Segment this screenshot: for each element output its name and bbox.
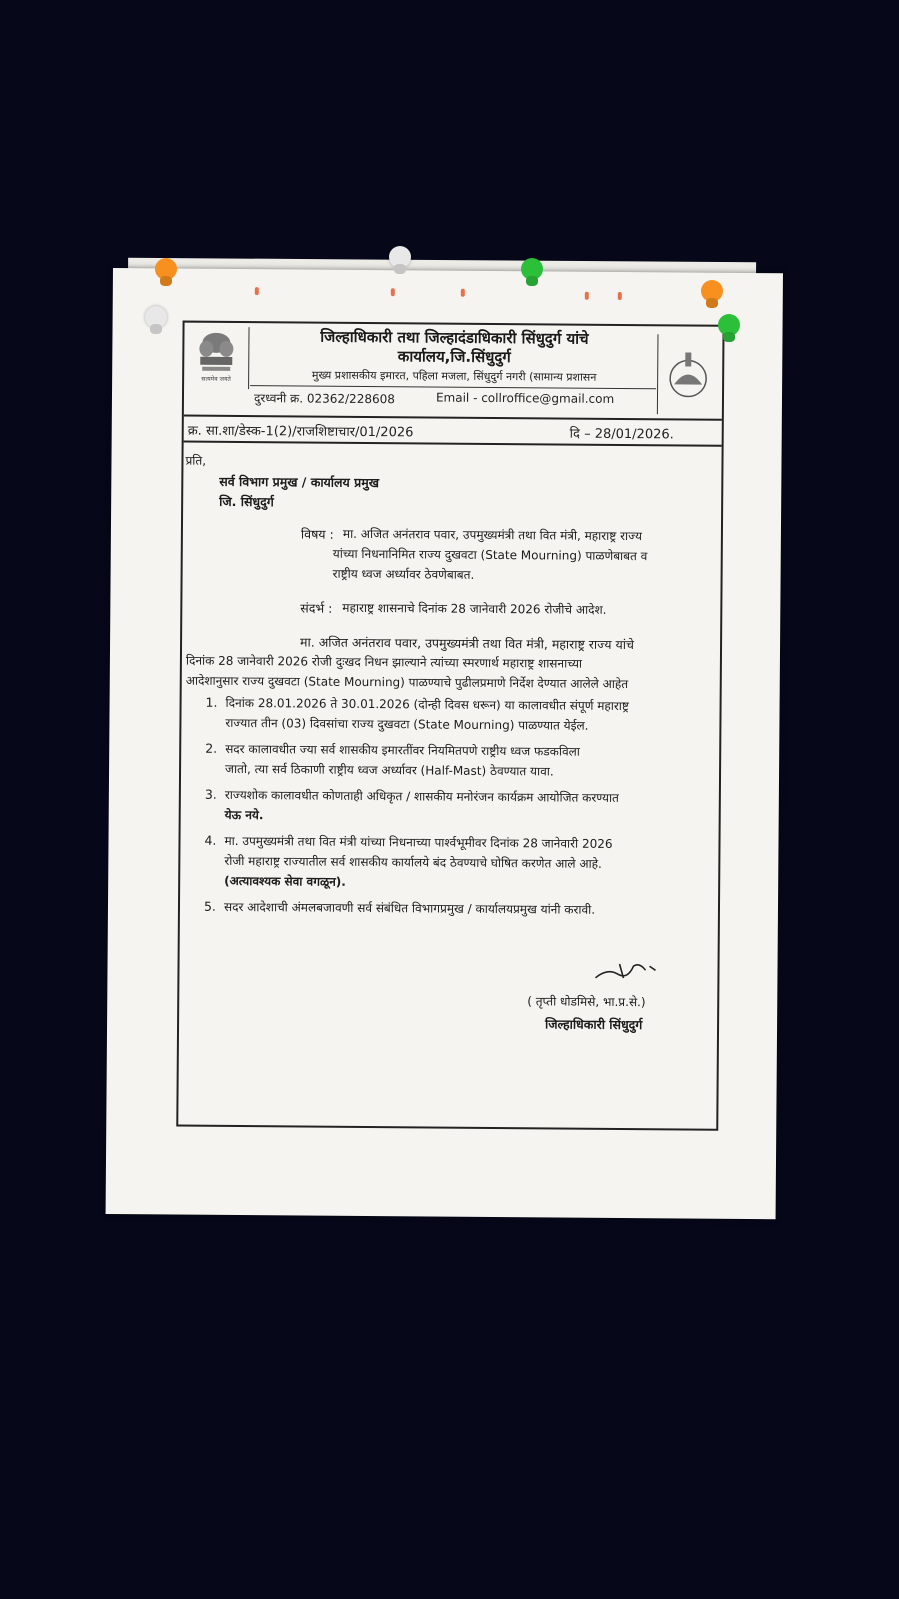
push-pin-icon [521,258,543,280]
point-number: 2. [205,740,218,756]
notice-paper [106,268,783,1219]
phone-number: दुरध्वनी क्र. 02362/228608 [253,391,395,407]
paper-mark [585,292,589,300]
sandarbh-label: संदर्भ : [300,600,333,616]
paper-mark [255,287,259,295]
paper-mark [618,292,622,300]
office-title [254,327,654,368]
subject-line1: मा. अजित अनंतराव पवार, उपमुख्यमंत्री तथा वित मंत्री, महाराष्ट्र राज्य [342,526,643,544]
letterhead [184,323,723,421]
reference-row [184,417,722,447]
point-4-line2: रोजी महाराष्ट्र राज्यातील सर्व शासकीय कार्यालये बंद ठेवण्याचे घोषित करणेत आले आहे. [224,853,602,871]
letter-frame [176,321,724,1131]
intro-line1: मा. अजित अनंतराव पवार, उपमुख्यमंत्री तथा वित मंत्री, महाराष्ट्र राज्य यांचे [300,634,635,653]
subject-line3: राष्ट्रीय ध्वज अर्ध्यावर ठेवणेबाबत. [332,566,475,582]
intro-line2: दिनांक 28 जानेवारी 2026 रोजी दुःखद निधन झाल्याने त्यांच्या स्मरणार्थ महाराष्ट्र शासनाच्या [185,653,583,671]
sandarbh-text: महाराष्ट्र शासनाचे दिनांक 28 जानेवारी 2026 रोजीचे आदेश. [342,600,607,617]
point-2-line1: सदर कालावधीत ज्या सर्व शासकीय इमारतींवर नियमितपणे राष्ट्रीय ध्वज फडकविला [225,741,581,759]
point-4-line3: (अत्यावश्यक सेवा वगळून). [224,873,346,889]
subject-line2: यांच्या निधनानिमित राज्य दुखवटा (State Mourning) पाळणेबाबत व [332,546,648,564]
point-number: 3. [204,786,217,802]
reference-number: क्र. सा.शा/डेस्क-1(2)/राजशिष्टाचार/01/2026 [187,423,414,441]
state-emblem-icon [188,327,249,389]
point-3-line2: येऊ नये. [224,807,264,823]
point-1-line1: दिनांक 28.01.2026 ते 30.01.2026 (दोन्ही दिवस धरून) या कालावधीत संपूर्ण महाराष्ट्र [225,695,629,714]
push-pin-icon [718,314,740,336]
subject-label: विषय : [300,526,334,542]
office-title-line1: जिल्हाधिकारी तथा जिल्हादंडाधिकारी सिंधुदुर्ग यांचे [320,327,589,348]
point-2-line2: जातो, त्या सर्व ठिकाणी राष्ट्रीय ध्वज अर्ध्यावर (Half-Mast) ठेवण्यात यावा. [225,761,554,779]
signatory-name: ( तृप्ती धोडमिसे, भा.प्र.से.) [527,994,646,1010]
recipient-line2: जि. सिंधुदुर्ग [219,493,274,510]
paper-mark [391,288,395,296]
emblem-caption: सत्यमेव जयते [201,375,231,383]
point-number: 4. [204,832,217,848]
point-number: 1. [205,694,218,710]
intro-line3: आदेशानुसार राज्य दुखवटा (State Mourning) पाळण्याचे पुढीलप्रमाणे निर्देश देण्यात आलेले आहेत [185,673,629,692]
handwritten-signature [589,956,659,987]
push-pin-icon [145,306,167,328]
push-pin-icon [389,246,411,268]
district-logo-icon [657,334,723,415]
letter-date: दि – 28/01/2026. [569,426,674,443]
point-3-line1: राज्यशोक कालावधीत कोणताही अधिकृत / शासकीय मनोरंजन कार्यक्रम आयोजित करण्यात [224,787,620,805]
point-5-line1: सदर आदेशाची अंमलबजावणी सर्व संबंधित विभागप्रमुख / कार्यालयप्रमुख यांनी करावी. [223,899,596,917]
point-number: 5. [203,898,216,914]
office-title-line2: कार्यालय,जि.सिंधुदुर्ग [397,347,511,367]
point-4-line1: मा. उपमुख्यमंत्री तथा वित मंत्री यांच्या निधनाच्या पार्श्वभूमीवर दिनांक 28 जानेवारी 2026 [224,833,613,851]
push-pin-icon [701,280,723,302]
email-address: Email - collroffice@gmail.com [435,390,615,406]
prati-label: प्रति, [185,453,207,468]
office-address: मुख्य प्रशासकीय इमारत, पहिला मजला, सिंधुदुर्ग नगरी (सामान्य प्रशासन [311,368,597,384]
recipient-line1: सर्व विभाग प्रमुख / कार्यालय प्रमुख [219,473,380,491]
contact-row [250,385,656,409]
push-pin-icon [155,258,177,280]
point-1-line2: राज्यात तीन (03) दिवसांचा राज्य दुखवटा (State Mourning) पाळण्यात येईल. [225,715,589,733]
signatory-designation: जिल्हाधिकारी सिंधुदुर्ग [545,1016,643,1033]
paper-mark [461,289,465,297]
